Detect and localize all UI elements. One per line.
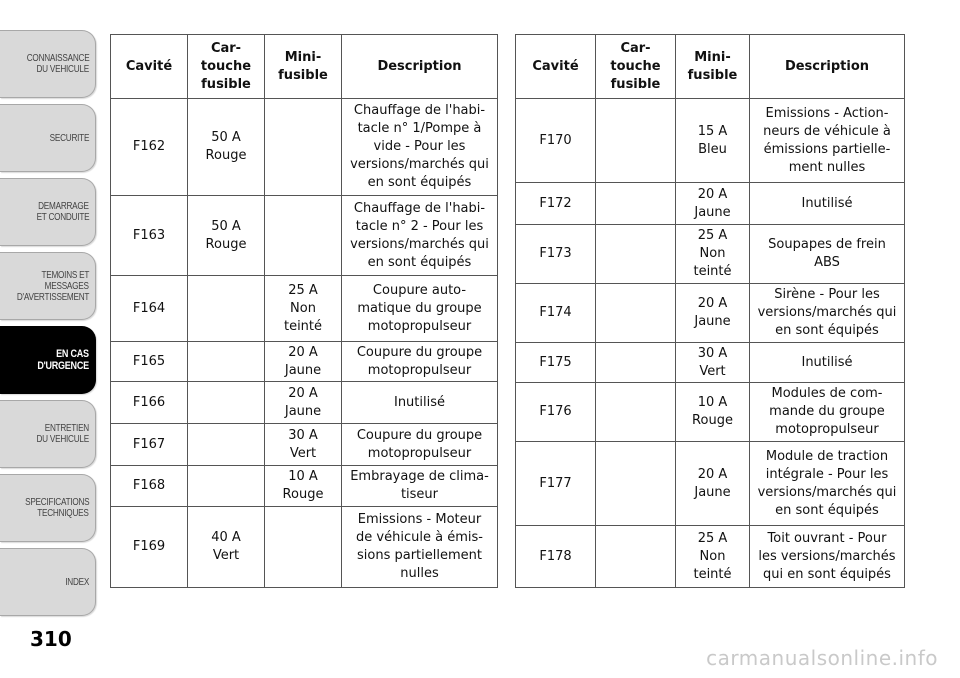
header-cavity: Cavité	[111, 35, 188, 99]
cell-mini: 30 A Vert	[676, 343, 750, 383]
tab-label-line: TEMOINS ET	[41, 269, 89, 281]
header-description: Description	[750, 35, 905, 99]
header-description: Description	[342, 35, 498, 99]
cell-cavity: F178	[516, 526, 596, 588]
cell-description: Emissions - Action- neurs de véhicule à émissions partielle- ment nulles	[750, 99, 905, 183]
tab-label-line: TECHNIQUES	[37, 508, 89, 519]
cell-description: Inutilisé	[750, 183, 905, 225]
cell-cavity: F163	[111, 196, 188, 276]
cell-mini: 30 A Vert	[265, 424, 342, 466]
cell-description: Modules de com- mande du groupe motopropulseur	[750, 383, 905, 442]
tab-entretien[interactable]	[0, 400, 96, 468]
cell-cartridge	[188, 342, 265, 382]
cell-mini: 20 A Jaune	[265, 342, 342, 382]
tab-label-line: DU VEHICULE	[36, 64, 89, 75]
cell-cavity: F162	[111, 99, 188, 196]
watermark: carmanualsonline.info	[706, 646, 938, 670]
table-row	[111, 507, 498, 588]
fuse-table-left	[110, 34, 498, 588]
cell-description: Toit ouvrant - Pour les versions/marchés qui en sont équipés	[750, 526, 905, 588]
tab-label-line: SPECIFICATIONS	[24, 497, 89, 508]
tab-index[interactable]	[0, 548, 96, 616]
tab-label-line: SECURITE	[49, 132, 89, 144]
cell-cavity: F165	[111, 342, 188, 382]
header-mini-fuse: Mini- fusible	[265, 35, 342, 99]
cell-cavity: F176	[516, 383, 596, 442]
table-row	[516, 225, 905, 284]
cell-cavity: F168	[111, 466, 188, 507]
cell-description: Inutilisé	[750, 343, 905, 383]
table-row	[111, 424, 498, 466]
cell-cartridge: 50 A Rouge	[188, 196, 265, 276]
table-header-row	[516, 35, 905, 99]
cell-cavity: F173	[516, 225, 596, 284]
cell-mini: 20 A Jaune	[676, 442, 750, 526]
cell-cartridge	[596, 99, 676, 183]
cell-mini	[265, 99, 342, 196]
cell-cavity: F177	[516, 442, 596, 526]
cell-mini: 25 A Non teinté	[265, 276, 342, 342]
cell-cavity: F167	[111, 424, 188, 466]
cell-cartridge	[596, 442, 676, 526]
cell-mini: 25 A Non teinté	[676, 225, 750, 284]
cell-description: Chauffage de l'habi- tacle n° 1/Pompe à vide - Pour les versions/marchés qui en sont équipés	[342, 99, 498, 196]
tab-specifications[interactable]	[0, 474, 96, 542]
tab-label-line: ENTRETIEN	[44, 423, 89, 434]
header-mini-fuse: Mini- fusible	[676, 35, 750, 99]
cell-mini: 10 A Rouge	[676, 383, 750, 442]
table-row	[516, 343, 905, 383]
table-row	[516, 284, 905, 343]
cell-description: Module de traction intégrale - Pour les versions/marchés qui en sont équipés	[750, 442, 905, 526]
cell-cartridge	[188, 466, 265, 507]
cell-description: Coupure auto- matique du groupe motopropulseur	[342, 276, 498, 342]
tab-demarrage[interactable]	[0, 178, 96, 246]
table-row	[111, 276, 498, 342]
cell-description: Coupure du groupe motopropulseur	[342, 424, 498, 466]
table-row	[111, 342, 498, 382]
cell-cartridge	[596, 284, 676, 343]
table-row	[516, 99, 905, 183]
cell-mini: 15 A Bleu	[676, 99, 750, 183]
tab-label-line: MESSAGES	[44, 280, 89, 292]
table-row	[516, 383, 905, 442]
tab-label-line: DU VEHICULE	[36, 434, 89, 445]
cell-description: Inutilisé	[342, 382, 498, 424]
cell-mini: 10 A Rouge	[265, 466, 342, 507]
cell-description: Coupure du groupe motopropulseur	[342, 342, 498, 382]
cell-cartridge	[188, 382, 265, 424]
tab-securite[interactable]	[0, 104, 96, 172]
cell-mini: 25 A Non teinté	[676, 526, 750, 588]
cell-cartridge	[596, 343, 676, 383]
cell-mini	[265, 507, 342, 588]
cell-cavity: F170	[516, 99, 596, 183]
tab-temoins[interactable]	[0, 252, 96, 320]
header-cartridge: Car- touche fusible	[596, 35, 676, 99]
cell-cartridge: 40 A Vert	[188, 507, 265, 588]
cell-description: Soupapes de frein ABS	[750, 225, 905, 284]
cell-cartridge	[596, 183, 676, 225]
tab-en-cas-durgence[interactable]	[0, 326, 96, 394]
cell-description: Embrayage de clima- tiseur	[342, 466, 498, 507]
table-row	[516, 442, 905, 526]
cell-cavity: F166	[111, 382, 188, 424]
cell-mini: 20 A Jaune	[265, 382, 342, 424]
table-row	[516, 183, 905, 225]
tab-label-line: CONNAISSANCE	[26, 53, 89, 64]
tab-connaissance[interactable]	[0, 30, 96, 98]
cell-cavity: F172	[516, 183, 596, 225]
table-row	[516, 526, 905, 588]
cell-cartridge	[596, 383, 676, 442]
table-row	[111, 99, 498, 196]
tab-label-line: ET CONDUITE	[36, 212, 89, 223]
header-cartridge: Car- touche fusible	[188, 35, 265, 99]
cell-mini: 20 A Jaune	[676, 183, 750, 225]
cell-cavity: F169	[111, 507, 188, 588]
cell-description: Emissions - Moteur de véhicule à émis- sions partiellement nulles	[342, 507, 498, 588]
header-cavity: Cavité	[516, 35, 596, 99]
cell-cavity: F164	[111, 276, 188, 342]
cell-cartridge	[596, 225, 676, 284]
cell-cavity: F175	[516, 343, 596, 383]
table-row	[111, 196, 498, 276]
cell-cartridge: 50 A Rouge	[188, 99, 265, 196]
cell-cartridge	[188, 424, 265, 466]
cell-cartridge	[596, 526, 676, 588]
table-row	[111, 466, 498, 507]
tab-label-line: D'AVERTISSEMENT	[16, 291, 89, 303]
cell-cavity: F174	[516, 284, 596, 343]
tab-label-line: INDEX	[65, 576, 89, 588]
cell-mini: 20 A Jaune	[676, 284, 750, 343]
cell-description: Sirène - Pour les versions/marchés qui en sont équipés	[750, 284, 905, 343]
table-header-row	[111, 35, 498, 99]
table-row	[111, 382, 498, 424]
fuse-table-right	[515, 34, 905, 588]
cell-description: Chauffage de l'habi- tacle n° 2 - Pour les versions/marchés qui en sont équipés	[342, 196, 498, 276]
tab-label-line: D'URGENCE	[37, 360, 89, 372]
page-number: 310	[30, 627, 72, 651]
tab-label-line: EN CAS	[56, 348, 89, 360]
cell-mini	[265, 196, 342, 276]
tab-label-line: DEMARRAGE	[38, 201, 89, 212]
cell-cartridge	[188, 276, 265, 342]
